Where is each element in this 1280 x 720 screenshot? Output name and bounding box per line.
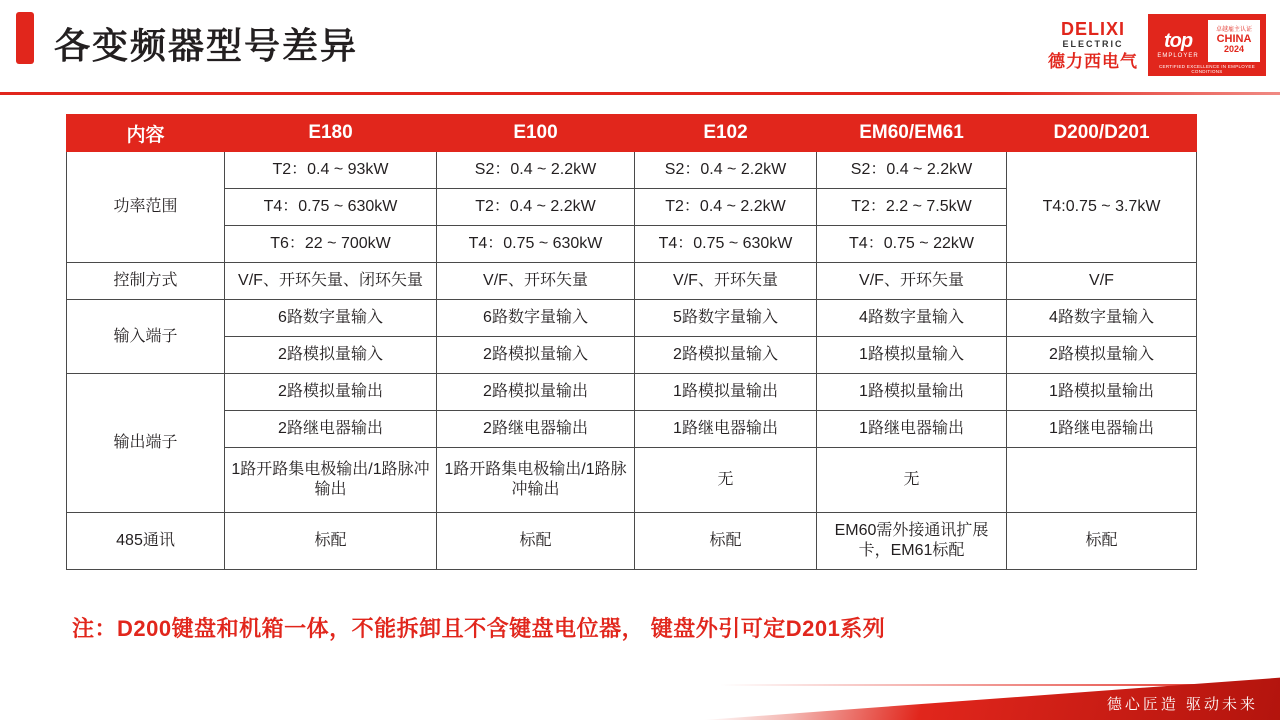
page-header — [0, 0, 1280, 92]
cell-output-e100-1: 2路模拟量输出 — [437, 374, 635, 411]
row-header-485-comm: 485通讯 — [67, 513, 225, 570]
footnote: 注：D200键盘和机箱一体，不能拆卸且不含键盘电位器， 键盘外引可定D201系列 — [72, 616, 886, 641]
cell-485-e180: 标配 — [225, 513, 437, 570]
cell-output-e102-2: 1路继电器输出 — [635, 411, 817, 448]
logo-area — [1048, 14, 1266, 76]
cell-power-em60-2: T2：2.2 ~ 7.5kW — [817, 189, 1007, 226]
top-employer-badge — [1148, 14, 1266, 76]
delixi-logo-en-sub: ELECTRIC — [1062, 39, 1124, 49]
table-row — [67, 411, 1197, 448]
page-footer — [0, 674, 1280, 720]
table-row — [67, 152, 1197, 189]
cell-control-d200: V/F — [1007, 263, 1197, 300]
cell-power-e180-1: T2：0.4 ~ 93kW — [225, 152, 437, 189]
cell-output-em60-2: 1路继电器输出 — [817, 411, 1007, 448]
row-header-input-terminals: 输入端子 — [67, 300, 225, 374]
table-row — [67, 374, 1197, 411]
cell-output-e100-3: 1路开路集电极输出/1路脉冲输出 — [437, 448, 635, 513]
table-row — [67, 263, 1197, 300]
cell-485-d200: 标配 — [1007, 513, 1197, 570]
column-header-content: 内容 — [67, 115, 225, 152]
cell-power-e102-3: T4：0.75 ~ 630kW — [635, 226, 817, 263]
header-divider — [0, 92, 1280, 95]
footer-swoosh — [0, 674, 1280, 720]
table-row — [67, 513, 1197, 570]
top-employer-country: CHINA — [1216, 33, 1252, 46]
cell-output-d200-2: 1路继电器输出 — [1007, 411, 1197, 448]
spec-table-container — [66, 114, 1196, 570]
page-title: 各变频器型号差异 — [54, 25, 359, 66]
cell-power-em60-1: S2：0.4 ~ 2.2kW — [817, 152, 1007, 189]
cell-power-e102-2: T2：0.4 ~ 2.2kW — [635, 189, 817, 226]
cell-485-em60: EM60需外接通讯扩展卡，EM61标配 — [817, 513, 1007, 570]
cell-output-e102-3: 无 — [635, 448, 817, 513]
cell-output-d200-3 — [1007, 448, 1197, 513]
cell-485-e102: 标配 — [635, 513, 817, 570]
delixi-logo — [1048, 20, 1142, 70]
cell-output-e180-1: 2路模拟量输出 — [225, 374, 437, 411]
table-row — [67, 300, 1197, 337]
top-employer-right — [1208, 20, 1260, 62]
row-header-power-range: 功率范围 — [67, 152, 225, 263]
cell-input-em60-2: 1路模拟量输入 — [817, 337, 1007, 374]
cell-power-e100-1: S2：0.4 ~ 2.2kW — [437, 152, 635, 189]
cell-power-em60-3: T4：0.75 ~ 22kW — [817, 226, 1007, 263]
row-header-control-mode: 控制方式 — [67, 263, 225, 300]
cell-input-e100-1: 6路数字量输入 — [437, 300, 635, 337]
column-header-e100: E100 — [437, 115, 635, 152]
table-row — [67, 337, 1197, 374]
cell-output-d200-1: 1路模拟量输出 — [1007, 374, 1197, 411]
cell-power-d200: T4:0.75 ~ 3.7kW — [1007, 152, 1197, 263]
top-employer-year: 2024 — [1223, 44, 1245, 55]
title-accent-bar — [16, 12, 34, 64]
cell-output-em60-3: 无 — [817, 448, 1007, 513]
cell-power-e100-2: T2：0.4 ~ 2.2kW — [437, 189, 635, 226]
cell-input-em60-1: 4路数字量输入 — [817, 300, 1007, 337]
cell-output-e180-3: 1路开路集电极输出/1路脉冲输出 — [225, 448, 437, 513]
cell-power-e180-2: T4：0.75 ~ 630kW — [225, 189, 437, 226]
top-employer-footer: CERTIFIED EXCELLENCE IN EMPLOYEE CONDITIONS — [1158, 64, 1256, 74]
cell-control-e102: V/F、开环矢量 — [635, 263, 817, 300]
cell-input-e180-2: 2路模拟量输入 — [225, 337, 437, 374]
footer-slogan: 德心匠造 驱动未来 — [1106, 696, 1258, 713]
cell-power-e102-1: S2：0.4 ~ 2.2kW — [635, 152, 817, 189]
cell-power-e180-3: T6：22 ~ 700kW — [225, 226, 437, 263]
cell-input-e102-1: 5路数字量输入 — [635, 300, 817, 337]
delixi-logo-cn: 德力西电气 — [1048, 52, 1138, 71]
cell-power-e100-3: T4：0.75 ~ 630kW — [437, 226, 635, 263]
cell-output-e180-2: 2路继电器输出 — [225, 411, 437, 448]
column-header-em60: EM60/EM61 — [817, 115, 1007, 152]
top-employer-label: EMPLOYER — [1157, 53, 1199, 59]
cell-control-em60: V/F、开环矢量 — [817, 263, 1007, 300]
cell-control-e180: V/F、开环矢量、闭环矢量 — [225, 263, 437, 300]
cell-input-e102-2: 2路模拟量输入 — [635, 337, 817, 374]
cell-input-d200-2: 2路模拟量输入 — [1007, 337, 1197, 374]
delixi-logo-en: DELIXI — [1060, 19, 1125, 39]
top-employer-top-text: top — [1163, 30, 1193, 52]
cell-input-e180-1: 6路数字量输入 — [225, 300, 437, 337]
cell-output-e102-1: 1路模拟量输出 — [635, 374, 817, 411]
cell-485-e100: 标配 — [437, 513, 635, 570]
cell-output-e100-2: 2路继电器输出 — [437, 411, 635, 448]
column-header-e102: E102 — [635, 115, 817, 152]
top-employer-cn-text: 卓越雇主认证 — [1215, 26, 1252, 33]
spec-table — [66, 114, 1197, 570]
row-header-output-terminals: 输出端子 — [67, 374, 225, 513]
cell-input-e100-2: 2路模拟量输入 — [437, 337, 635, 374]
cell-control-e100: V/F、开环矢量 — [437, 263, 635, 300]
column-header-d200: D200/D201 — [1007, 115, 1197, 152]
table-row — [67, 448, 1197, 513]
cell-output-em60-1: 1路模拟量输出 — [817, 374, 1007, 411]
table-header-row — [67, 115, 1197, 152]
cell-input-d200-1: 4路数字量输入 — [1007, 300, 1197, 337]
column-header-e180: E180 — [225, 115, 437, 152]
